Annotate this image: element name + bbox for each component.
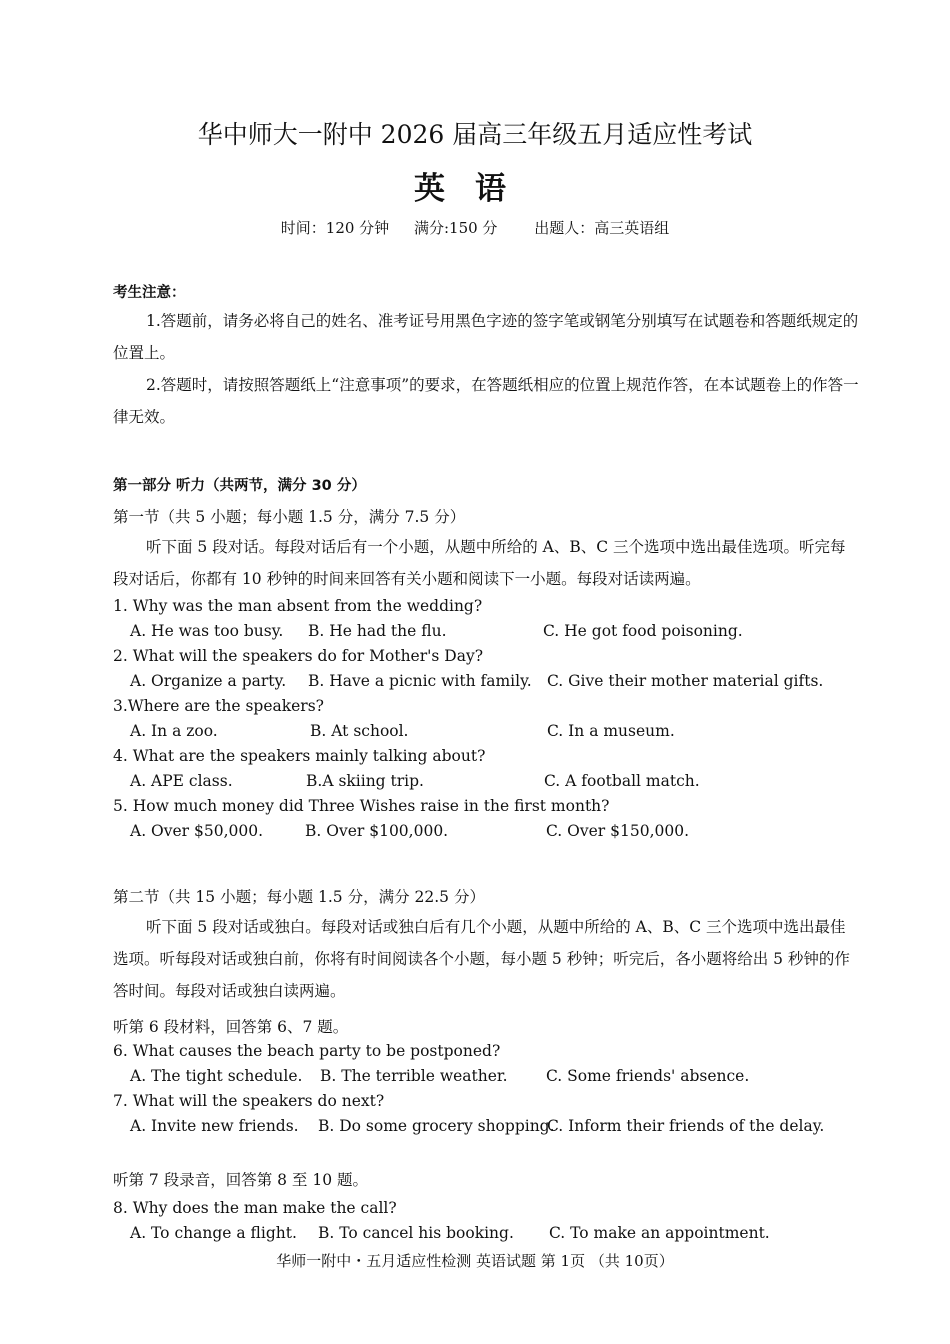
question-3: 3.Where are the speakers? <box>113 697 324 715</box>
question-4: 4. What are the speakers mainly talking about? <box>113 747 486 765</box>
q4-option-a: A. APE class. <box>130 772 233 790</box>
q3-option-b: B. At school. <box>310 722 409 740</box>
material-7-note: 听第 7 段录音，回答第 8 至 10 题。 <box>113 1171 369 1189</box>
question-2: 2. What will the speakers do for Mother's Day? <box>113 647 484 665</box>
q2-option-c: C. Give their mother material gifts. <box>547 672 824 690</box>
q3-option-c: C. In a museum. <box>547 722 675 740</box>
q4-option-c: C. A football match. <box>544 772 700 790</box>
q6-option-b: B. The terrible weather. <box>320 1067 508 1085</box>
q6-option-c: C. Some friends' absence. <box>546 1067 750 1085</box>
notice-heading: 考生注意： <box>113 285 186 301</box>
q1-option-c: C. He got food poisoning. <box>543 622 743 640</box>
material-6-note: 听第 6 段材料，回答第 6、7 题。 <box>113 1018 349 1036</box>
exam-subject: 英语 <box>414 171 536 207</box>
part1-heading: 第一部分 听力（共两节，满分 30 分） <box>113 478 366 494</box>
section1-heading: 第一节（共 5 小题；每小题 1.5 分，满分 7.5 分） <box>113 508 466 526</box>
question-1: 1. Why was the man absent from the wedding? <box>113 597 483 615</box>
q8-option-c: C. To make an appointment. <box>549 1224 770 1242</box>
notice-item-2: 2.答题时，请按照答题纸上“注意事项”的要求，在答题纸相应的位置上规范作答，在本试题卷上的作答一律无效。 <box>113 376 859 426</box>
q7-option-b: B. Do some grocery shopping. <box>318 1117 555 1135</box>
q6-option-a: A. The tight schedule. <box>130 1067 303 1085</box>
q3-option-a: A. In a zoo. <box>130 722 218 740</box>
exam-author: 出题人：高三英语组 <box>534 219 670 237</box>
exam-title: 华中师大一附中 2026 届高三年级五月适应性考试 <box>197 120 753 149</box>
notice-item-1: 1.答题前，请务必将自己的姓名、准考证号用黑色字迹的签字笔或钢笔分别填写在试题卷和答题纸规定的位置上。 <box>113 312 859 362</box>
section2-heading: 第二节（共 15 小题；每小题 1.5 分，满分 22.5 分） <box>113 888 485 906</box>
q2-option-a: A. Organize a party. <box>130 672 287 690</box>
q5-option-c: C. Over $150,000. <box>546 822 690 840</box>
section1-instructions: 听下面 5 段对话。每段对话后有一个小题，从题中所给的 A、B、C 三个选项中选出最佳选项。听完每段对话后，你都有 10 秒钟的时间来回答有关小题和阅读下一小题。每段对话读两遍。 <box>113 538 846 588</box>
q1-option-a: A. He was too busy. <box>130 622 284 640</box>
exam-score: 满分:150 分 <box>413 219 498 237</box>
question-7: 7. What will the speakers do next? <box>113 1092 385 1110</box>
q7-option-a: A. Invite new friends. <box>130 1117 299 1135</box>
question-8: 8. Why does the man make the call? <box>113 1199 397 1217</box>
question-5: 5. How much money did Three Wishes raise in the first month? <box>113 797 610 815</box>
q1-option-b: B. He had the flu. <box>308 622 447 640</box>
exam-time: 时间：120 分钟 <box>280 219 390 237</box>
q5-option-b: B. Over $100,000. <box>305 822 449 840</box>
q7-option-c: C. Inform their friends of the delay. <box>547 1117 825 1135</box>
q8-option-b: B. To cancel his booking. <box>318 1224 514 1242</box>
question-6: 6. What causes the beach party to be postponed? <box>113 1042 501 1060</box>
q8-option-a: A. To change a flight. <box>130 1224 297 1242</box>
q5-option-a: A. Over $50,000. <box>130 822 264 840</box>
section2-instructions: 听下面 5 段对话或独白。每段对话或独白后有几个小题，从题中所给的 A、B、C 三个选项中选出最佳选项。听每段对话或独白前，你将有时间阅读各个小题，每小题 5 秒钟；听完后，各小题将给出 5 秒钟的作答时间。每段对话或独白读两遍。 <box>113 918 850 1000</box>
q4-option-b: B.A skiing trip. <box>306 772 424 790</box>
page-footer: 华师一附中・五月适应性检测 英语试题 第 1页 （共 10页） <box>276 1252 674 1270</box>
exam-meta <box>0 217 950 238</box>
q2-option-b: B. Have a picnic with family. <box>308 672 532 690</box>
